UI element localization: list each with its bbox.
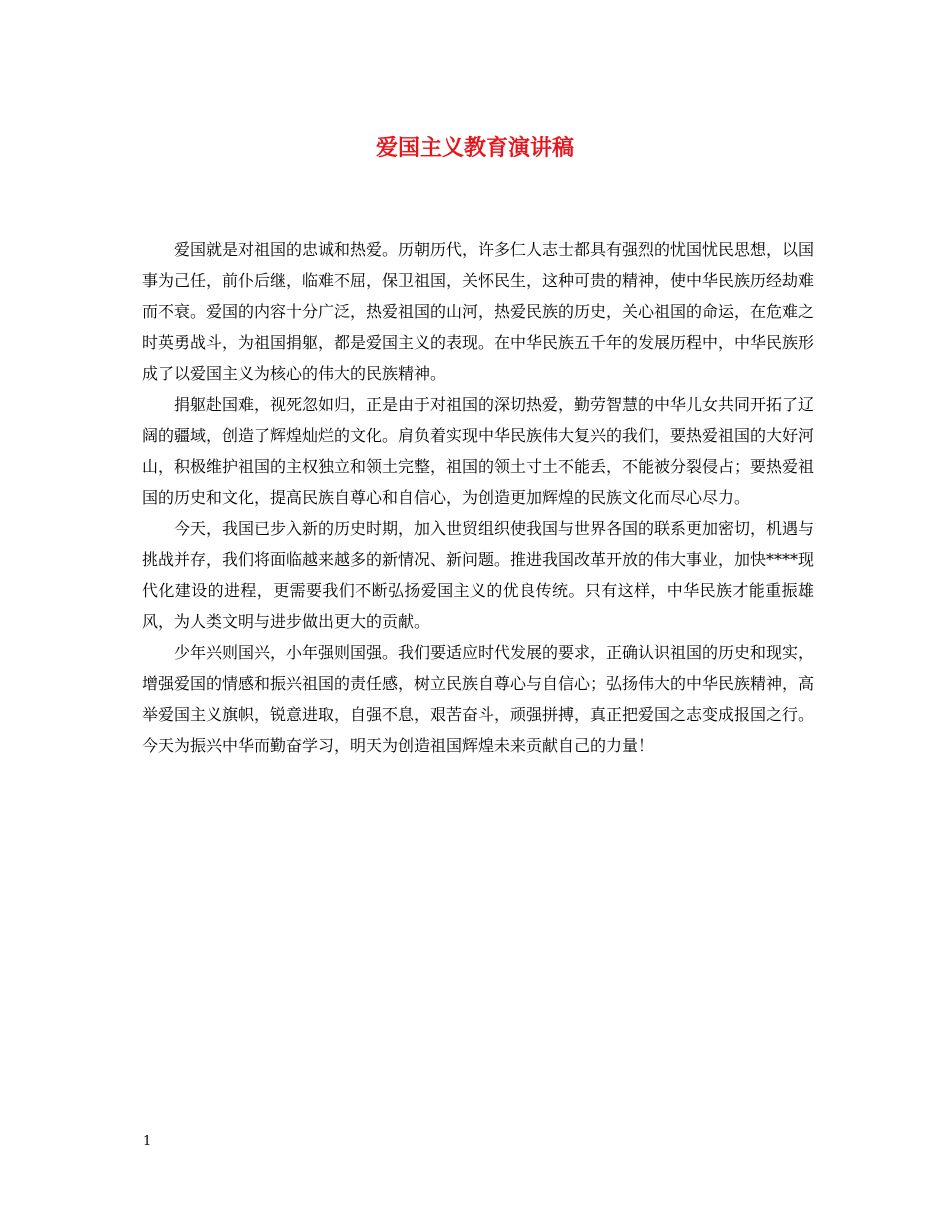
paragraph-2: 捐躯赴国难，视死忽如归，正是由于对祖国的深切热爱，勤劳智慧的中华儿女共同开拓了辽阔的疆域，创造了辉煌灿烂的文化。肩负着实现中华民族伟大复兴的我们，要热爱祖国的大好河山，积极维护祖国的主权独立和领土完整，祖国的领土寸土不能丢，不能被分裂侵占；要热爱祖国的历史和文化，提高民族自尊心和自信心，为创造更加辉煌的民族文化而尽心尽力。 xyxy=(142,395,815,507)
page-number: 1 xyxy=(143,1134,152,1149)
document-body xyxy=(142,234,814,761)
paragraph-3: 今天，我国已步入新的历史时期，加入世贸组织使我国与世界各国的联系更加密切，机遇与挑战并存，我们将面临越来越多的新情况、新问题。推进我国改革开放的伟大事业，加快****现代化建设的进程，更需要我们不断弘扬爱国主义的优良传统。只有这样，中华民族才能重振雄风，为人类文明与进步做出更大的贡献。 xyxy=(142,519,815,631)
paragraph-1: 爱国就是对祖国的忠诚和热爱。历朝历代，许多仁人志士都具有强烈的忧国忧民思想，以国事为己任，前仆后继，临难不屈，保卫祖国，关怀民生，这种可贵的精神，使中华民族历经劫难而不衰。爱国的内容十分广泛，热爱祖国的山河，热爱民族的历史，关心祖国的命运，在危难之时英勇战斗，为祖国捐躯，都是爱国主义的表现。在中华民族五千年的发展历程中，中华民族形成了以爱国主义为核心的伟大的民族精神。 xyxy=(142,240,815,383)
paragraph-4: 少年兴则国兴，小年强则国强。我们要适应时代发展的要求，正确认识祖国的历史和现实，增强爱国的情感和振兴祖国的责任感，树立民族自尊心与自信心；弘扬伟大的中华民族精神，高举爱国主义旗帜，锐意进取，自强不息，艰苦奋斗，顽强拼搏，真正把爱国之志变成报国之行。今天为振兴中华而勤奋学习，明天为创造祖国辉煌未来贡献自己的力量！ xyxy=(142,643,815,755)
document-title: 爱国主义教育演讲稿 xyxy=(375,135,574,161)
